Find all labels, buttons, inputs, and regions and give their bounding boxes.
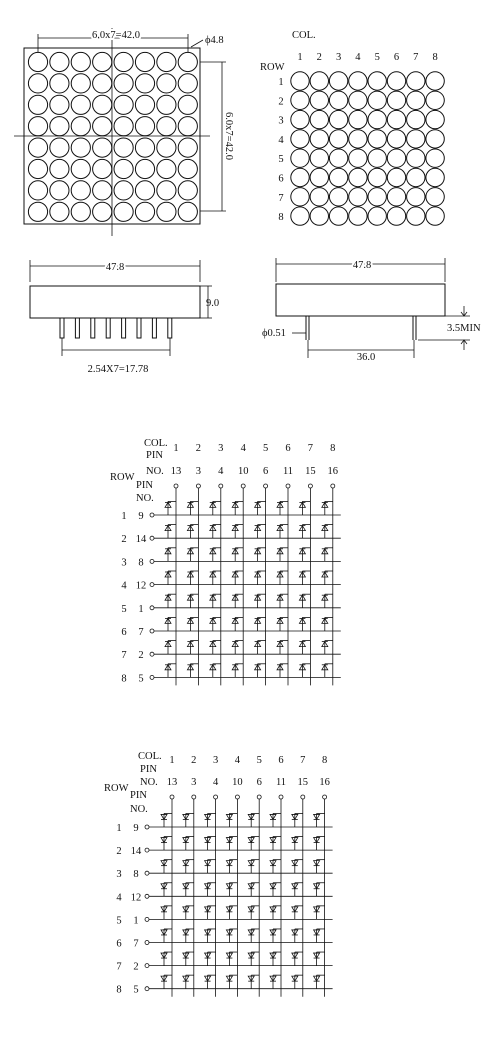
pin [152,318,156,338]
row-pin-number: 5 [138,673,144,685]
led-dot [93,117,112,136]
row-pin-number: 5 [133,984,139,996]
led-dot [178,95,197,114]
row-pin-number: 14 [135,534,147,546]
top-view [14,28,234,236]
col-terminal [323,795,327,799]
led-dot [114,74,133,93]
sch-a-row-pin-label: PIN [136,480,153,491]
sch-b-row-label: ROW [104,783,129,794]
grid-col-number: 1 [297,52,303,63]
led-dot [114,159,133,178]
led-dot [368,91,386,109]
led-dot [50,159,69,178]
led-dot [407,188,425,206]
sch-b-row-pin-label: PIN [130,790,147,801]
led-dot [178,202,197,221]
led-dot [349,110,367,128]
led-dot [28,117,47,136]
row-terminal [145,848,149,852]
dot-dia-leader [191,40,203,47]
led-dot [291,91,309,109]
led-dot [310,188,328,206]
side-body-left [30,286,200,318]
sch-a-row-label: ROW [110,472,135,483]
led-dot [310,130,328,148]
led-dot [93,181,112,200]
led-dot [387,130,405,148]
row-number: 6 [116,938,122,950]
led-dot [157,181,176,200]
row-terminal [145,894,149,898]
row-pin-number: 12 [130,892,142,904]
col-pin-number: 11 [282,466,294,477]
led-dot [329,72,347,90]
row-terminal [150,629,154,633]
col-terminal [219,484,223,488]
led-dot [71,138,90,157]
grid-col-number: 5 [374,52,380,63]
led-dot [50,202,69,221]
grid-row-number: 4 [278,134,284,146]
row-terminal [150,652,154,656]
led-dot [387,91,405,109]
led-dot [349,149,367,167]
col-number: 2 [191,755,197,766]
grid-col-number: 2 [316,52,322,63]
led-dot [407,130,425,148]
pin-pitch-label: 2.54X7=17.78 [87,364,149,375]
col-number: 3 [218,443,224,454]
col-pin-number: 16 [327,466,339,477]
pin [137,318,141,338]
led-dot [50,52,69,71]
row-pin-number: 14 [130,846,142,858]
led-dot [50,95,69,114]
led-dot [368,188,386,206]
led-dot [349,130,367,148]
col-terminal [257,795,261,799]
pin [60,318,64,338]
sch-a-matrix [121,443,340,685]
row-pin-number: 8 [138,557,144,569]
led-dot [135,117,154,136]
col-terminal [279,795,283,799]
col-terminal [241,484,245,488]
row-number: 3 [116,869,122,881]
row-terminal [150,536,154,540]
row-number: 8 [121,673,127,685]
schematic-a [110,438,341,685]
led-dot [135,181,154,200]
led-dot [368,130,386,148]
led-dot [71,159,90,178]
led-dot [50,138,69,157]
led-dot [387,207,405,225]
col-number: 8 [321,755,328,766]
row-number: 2 [121,534,127,546]
dot-dia-label: ϕ4.8 [205,35,224,46]
row-number: 5 [116,915,122,927]
led-dot [291,110,309,128]
grid-col-number: 8 [432,52,438,63]
led-dot [368,207,386,225]
led-dot [310,91,328,109]
led-dot [291,188,309,206]
led-dot [310,110,328,128]
led-dot [368,110,386,128]
sch-b-col-label: COL. [138,751,162,762]
pin [75,318,79,338]
led-dot [114,202,133,221]
led-dot [28,181,47,200]
col-number: 8 [330,443,336,454]
led-dot [50,117,69,136]
led-dot [349,91,367,109]
led-dot [28,202,47,221]
length-right-label: 47.8 [352,260,372,271]
row-pin-number: 2 [138,650,144,662]
led-dot [329,91,347,109]
col-pin-number: 13 [170,466,182,477]
col-number: 6 [278,755,284,766]
grid-row-number: 8 [278,212,284,224]
led-dot [157,52,176,71]
col-pin-number: 4 [212,777,219,788]
grid-col-number: 4 [355,52,361,63]
row-number: 6 [121,627,127,638]
sch-a-col-label: COL. [144,438,168,449]
col-pin-number: 6 [256,777,262,788]
led-dot [114,52,133,71]
side-view-left [30,260,219,375]
led-dot [135,202,154,221]
led-dot [349,188,367,206]
led-dot [71,74,90,93]
pin [168,318,172,338]
led-dot [329,130,347,148]
led-dot [329,188,347,206]
grid-col-label: COL. [292,30,316,41]
row-pin-number: 12 [135,580,147,592]
led-dot [407,91,425,109]
led-dot [50,74,69,93]
row-terminal [145,941,149,945]
col-terminal [264,484,268,488]
led-dot [349,168,367,186]
col-number: 1 [169,755,175,766]
led-dot [28,159,47,178]
col-number: 5 [262,443,269,454]
row-span-label: 36.0 [356,352,376,363]
row-number: 4 [121,580,127,592]
led-dot [426,149,444,167]
row-terminal [150,675,154,679]
led-dot [93,202,112,221]
height-dim-label: 6.0x7=42.0 [223,112,234,160]
row-pin-number: 7 [133,938,139,950]
led-dot [329,149,347,167]
led-dot [349,72,367,90]
col-number: 7 [307,443,314,454]
led-dot [178,181,197,200]
col-terminal [214,795,218,799]
led-dot [71,202,90,221]
led-dot [310,72,328,90]
led-dot [157,159,176,178]
pin-dia-label: ϕ0.51 [262,328,286,339]
led-dot [178,74,197,93]
col-pin-number: 13 [166,777,178,788]
col-terminal [174,484,178,488]
led-dot [426,168,444,186]
led-dot [426,110,444,128]
led-dot [71,52,90,71]
led-dot [387,188,405,206]
col-pin-number: 6 [262,466,269,477]
col-pin-number: 16 [319,777,330,788]
led-dot [426,188,444,206]
led-dot [426,72,444,90]
grid-row-number: 5 [278,154,284,166]
led-dot [28,95,47,114]
schematic-b [104,751,333,997]
led-dot [407,110,425,128]
led-dot [291,207,309,225]
led-dot [114,117,133,136]
led-dot [157,95,176,114]
led-dot [135,159,154,178]
led-dot [178,138,197,157]
pin [91,318,95,338]
led-dot [28,52,47,71]
led-dot [407,168,425,186]
row-terminal [145,825,149,829]
led-dot [407,149,425,167]
pin-len-label: 3.5MIN [447,323,481,334]
row-number: 1 [121,511,127,522]
grid-col-number: 7 [413,52,419,63]
col-pin-number: 3 [191,777,197,788]
row-number: 7 [121,650,127,662]
row-number: 2 [116,846,122,858]
led-dot [407,207,425,225]
led-dot [178,117,197,136]
led-dot [71,95,90,114]
width-dim-label: 6.0x7=42.0 [92,30,140,41]
sch-b-row-no-label: NO. [130,804,148,815]
grid-row-number: 2 [278,96,284,108]
col-pin-number: 3 [195,466,202,477]
col-terminal [235,795,239,799]
led-dot [407,72,425,90]
led-dot [28,138,47,157]
led-dot [114,181,133,200]
row-terminal [145,917,149,921]
col-terminal [196,484,200,488]
row-pin-number: 8 [133,869,139,881]
led-dot [426,91,444,109]
row-terminal [150,559,154,563]
led-dot [310,168,328,186]
col-pin-number: 4 [218,466,224,477]
col-pin-number: 10 [237,466,249,477]
led-dot [157,202,176,221]
col-terminal [308,484,312,488]
led-dot [291,72,309,90]
led-dot [135,138,154,157]
col-number: 2 [195,443,202,454]
pin [122,318,126,338]
col-number: 7 [300,755,306,766]
col-number: 5 [256,755,262,766]
row-terminal [150,513,154,517]
row-number: 7 [116,961,122,973]
led-dot [71,181,90,200]
col-terminal [170,795,174,799]
pin [106,318,110,338]
led-dot [291,130,309,148]
led-dot [28,74,47,93]
row-terminal [145,871,149,875]
led-dot [114,138,133,157]
row-pin-number: 2 [133,961,139,973]
led-dot [178,159,197,178]
row-number: 5 [121,603,127,615]
led-dot [387,168,405,186]
grid-row-number: 3 [278,115,284,127]
grid-col-number: 6 [393,52,400,63]
height-label: 9.0 [206,298,220,309]
col-terminal [286,484,290,488]
col-terminal [301,795,305,799]
grid-row-number: 6 [278,173,284,185]
led-dot [368,72,386,90]
led-dot [93,52,112,71]
length-left-label: 47.8 [105,262,125,273]
led-dot [93,74,112,93]
led-dot [310,207,328,225]
led-dot [368,149,386,167]
sch-b-no-label: NO. [140,777,158,788]
led-dot [426,207,444,225]
side-body-right [276,284,445,316]
col-pin-number: 11 [275,777,287,788]
col-number: 4 [234,755,241,766]
grid-row-numbers [278,77,284,223]
row-pin-number: 7 [138,627,144,638]
led-dot [157,138,176,157]
led-dot [349,207,367,225]
numbered-grid [260,30,444,225]
led-dot [114,95,133,114]
led-dot [93,95,112,114]
led-dot [291,168,309,186]
sch-b-pin-label: PIN [140,764,157,775]
led-dot [310,149,328,167]
col-terminal [192,795,196,799]
led-dot [50,181,69,200]
grid-row-label: ROW [260,62,285,73]
led-dot [135,52,154,71]
led-dot [93,138,112,157]
row-terminal [150,583,154,587]
top-view-dots [28,52,197,221]
row-pin-number: 9 [133,823,139,834]
row-pin-number: 1 [133,915,139,927]
led-dot [157,117,176,136]
led-dot [426,130,444,148]
sch-a-pin-label: PIN [146,450,163,461]
led-dot [329,110,347,128]
row-pin-number: 9 [138,511,144,522]
grid-dots [291,72,445,226]
led-dot [135,74,154,93]
side-view-right [262,258,481,363]
grid-col-number: 3 [335,52,342,63]
led-dot [387,110,405,128]
grid-row-number: 1 [278,77,284,88]
led-dot [368,168,386,186]
led-dot [71,117,90,136]
row-number: 1 [116,823,122,834]
grid-col-numbers [297,52,437,63]
led-dot [178,52,197,71]
row-number: 4 [116,892,122,904]
row-number: 3 [121,557,127,569]
col-number: 6 [285,443,291,454]
led-dot [329,168,347,186]
col-pin-number: 15 [305,466,316,477]
led-dot [329,207,347,225]
grid-row-number: 7 [278,192,284,204]
col-pin-number: 15 [297,777,309,788]
sch-a-row-no-label: NO. [136,493,154,504]
col-terminal [331,484,335,488]
led-dot [157,74,176,93]
col-number: 3 [212,755,219,766]
col-number: 1 [173,443,179,454]
led-dot [93,159,112,178]
sch-a-no-label: NO. [146,466,164,477]
row-terminal [150,606,154,610]
col-pin-number: 10 [232,777,243,788]
col-number: 4 [240,443,246,454]
led-dot [291,149,309,167]
row-terminal [145,964,149,968]
led-dot [387,72,405,90]
sch-b-matrix [116,755,332,997]
led-dot [387,149,405,167]
row-number: 8 [116,984,122,996]
led-dot [135,95,154,114]
row-terminal [145,987,149,991]
row-pin-number: 1 [138,603,144,615]
